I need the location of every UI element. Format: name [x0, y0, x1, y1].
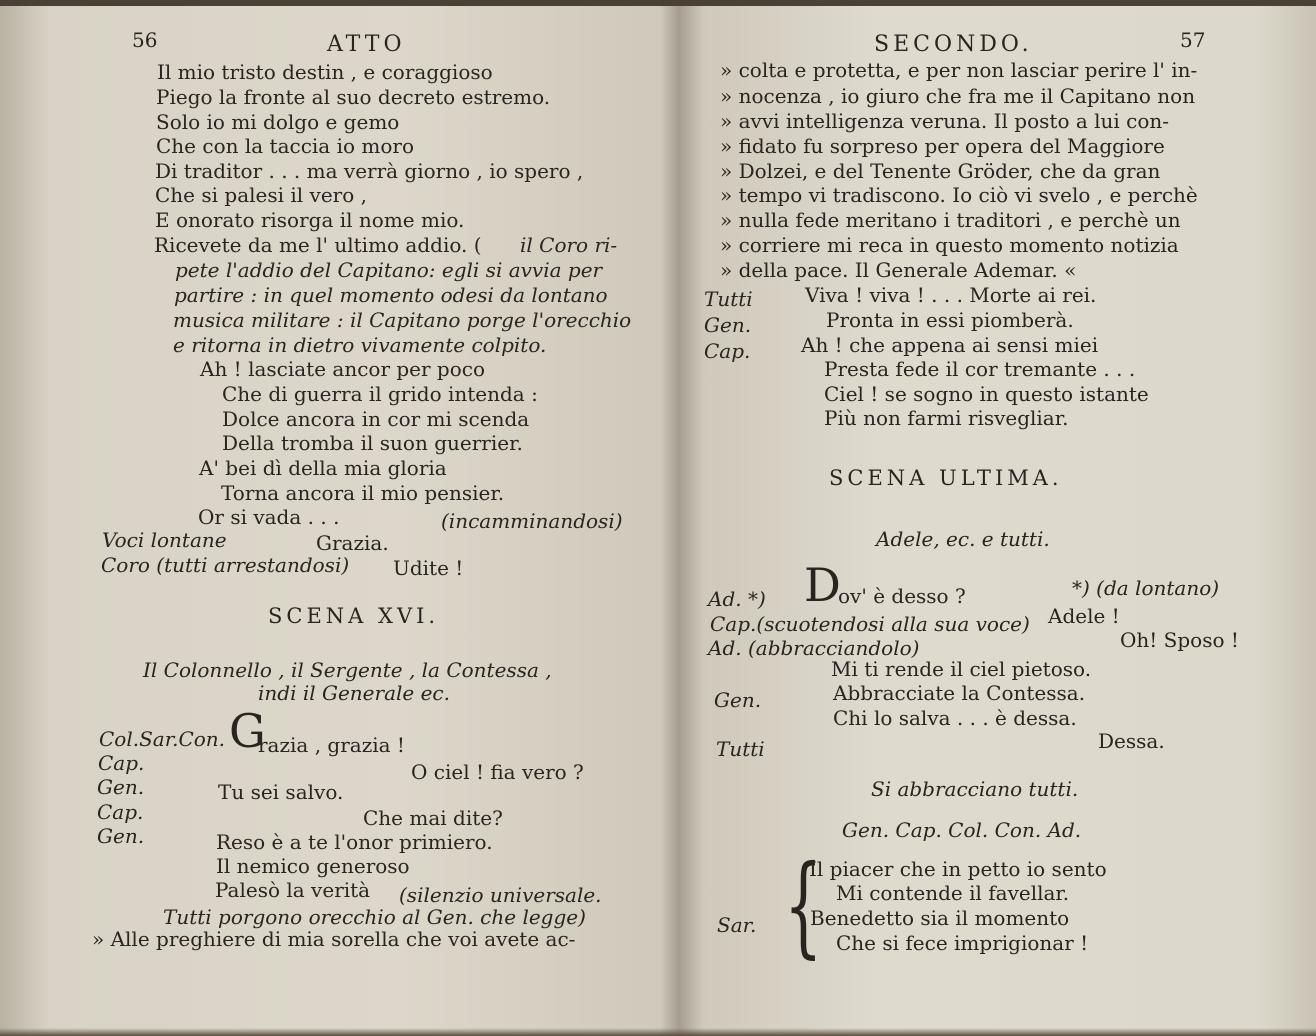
verse-line: Che di guerra il grido intenda :: [222, 382, 538, 406]
speaker-label: Col.Sar.Con.: [99, 727, 226, 751]
stage-direction: partire : in quel momento odesi da lontano: [174, 283, 608, 307]
verse-line: Di traditor . . . ma verrà giorno , io spero ,: [155, 159, 584, 183]
drop-capital: G: [229, 704, 266, 758]
speaker-label: Gen.: [714, 688, 762, 712]
verse-line: Dolce ancora in cor mi scenda: [222, 407, 530, 431]
stage-direction: musica militare : il Capitano porge l'orecchio: [173, 308, 632, 332]
dialogue-line: Ciel ! se sogno in questo istante: [824, 382, 1149, 406]
running-head: ATTO: [327, 32, 406, 57]
stage-direction: (incamminandosi): [441, 509, 623, 533]
letter-line: » nulla fede meritano i traditori , e perchè un: [720, 208, 1181, 232]
verse-line: Che si palesi il vero ,: [155, 183, 367, 207]
speaker-label: Gen.: [704, 313, 752, 337]
dialogue-line: Tu sei salvo.: [218, 780, 344, 804]
letter-line: » tempo vi tradiscono. Io ciò vi svelo , e perchè: [720, 183, 1198, 207]
stage-direction: e ritorna in dietro vivamente colpito.: [173, 333, 547, 357]
verse-line: Della tromba il suon guerrier.: [222, 431, 523, 455]
letter-line: » colta e protetta, e per non lasciar perire l' in-: [720, 58, 1198, 82]
dialogue-line: Abbracciate la Contessa.: [833, 681, 1086, 705]
speaker-label: Cap.: [704, 339, 751, 363]
verse-line: Or si vada . . .: [198, 505, 340, 529]
running-head: SECONDO.: [874, 32, 1033, 57]
ensemble-cast: Gen. Cap. Col. Con. Ad.: [842, 818, 1082, 842]
letter-line: » fidato fu sorpreso per opera del Maggiore: [720, 134, 1165, 158]
dialogue-line: Più non farmi risvegliar.: [824, 406, 1069, 430]
verse-line: Grazia.: [316, 531, 389, 555]
scene-cast: Adele, ec. e tutti.: [876, 527, 1050, 551]
top-edge: [0, 0, 1316, 6]
dialogue-line: Chi lo salva . . . è dessa.: [833, 706, 1077, 730]
dialogue-line: Ah ! che appena ai sensi miei: [801, 333, 1099, 357]
letter-line: » corriere mi reca in questo momento notizia: [720, 233, 1179, 257]
speaker-label: Cap.: [97, 800, 144, 824]
dialogue-line: Reso è a te l'onor primiero.: [216, 830, 493, 854]
dialogue-line: Mi ti rende il ciel pietoso.: [831, 657, 1092, 681]
page-number: 57: [1180, 28, 1206, 52]
verse-line: Palesò la verità: [215, 878, 371, 902]
verse-line: Benedetto sia il momento: [810, 906, 1070, 930]
verse-line: Torna ancora il mio pensier.: [221, 481, 505, 505]
speaker-label: Cap.: [98, 751, 145, 775]
scene-cast: Il Colonnello , il Sergente , la Contessa ,: [143, 658, 552, 682]
speaker-label: Ad. (abbracciandolo): [708, 636, 920, 660]
right-page: [678, 0, 1316, 1036]
stage-direction: il Coro ri-: [520, 233, 618, 257]
verse-line: A' bei dì della mia gloria: [199, 456, 447, 480]
speaker-label: Voci lontane: [102, 528, 227, 552]
stage-direction: Si abbracciano tutti.: [871, 777, 1079, 801]
stage-direction: (silenzio universale.: [399, 883, 602, 907]
verse-line: Il piacer che in petto io sento: [809, 857, 1107, 881]
dialogue-line: Che mai dite?: [363, 806, 503, 830]
page-number: 56: [132, 28, 158, 52]
verse-line: E onorato risorga il nome mio.: [155, 208, 465, 232]
speaker-label: Coro (tutti arrestandosi): [101, 553, 350, 577]
scene-cast: indi il Generale ec.: [258, 681, 450, 705]
prose-line: » Alle preghiere di mia sorella che voi avete ac-: [92, 927, 576, 951]
dialogue-line: Pronta in essi piomberà.: [826, 308, 1074, 332]
verse-line: Che con la taccia io moro: [156, 134, 414, 158]
speaker-label: Ad. *): [708, 587, 766, 611]
letter-line: » Dolzei, e del Tenente Gröder, che da gran: [720, 159, 1161, 183]
verse-line: Che si fece imprigionar !: [836, 931, 1089, 955]
speaker-label: Gen.: [97, 775, 145, 799]
verse-line: Il nemico generoso: [216, 854, 410, 878]
speaker-label: Gen.: [97, 824, 145, 848]
speaker-label: Tutti: [716, 737, 765, 761]
dialogue-line: O ciel ! fia vero ?: [411, 760, 584, 784]
verse-line: Il mio tristo destin , e coraggioso: [157, 60, 493, 84]
dialogue-line: Presta fede il cor tremante . . .: [824, 357, 1136, 381]
verse-line: Ricevete da me l' ultimo addio. (: [154, 233, 482, 257]
bottom-edge: [0, 1028, 1316, 1036]
stage-direction: pete l'addio del Capitano: egli si avvia per: [175, 258, 603, 282]
footnote-marker: *) (da lontano): [1072, 576, 1220, 600]
verse-line: Solo io mi dolgo e gemo: [156, 110, 400, 134]
drop-capital: D: [804, 558, 841, 612]
letter-line: » della pace. Il Generale Ademar. «: [720, 258, 1077, 282]
letter-line: » nocenza , io giuro che fra me il Capitano non: [720, 84, 1196, 108]
dialogue-line: Adele !: [1048, 604, 1120, 628]
verse-line: Piego la fronte al suo decreto estremo.: [156, 85, 551, 109]
stage-direction: Tutti porgono orecchio al Gen. che legge): [163, 905, 586, 929]
scene-title: SCENA XVI.: [268, 604, 440, 628]
dialogue-line: ov' è desso ?: [838, 584, 966, 608]
speaker-label: Cap.(scuotendosi alla sua voce): [710, 612, 1030, 636]
dialogue-line: Oh! Sposo !: [1120, 628, 1239, 652]
scene-title: SCENA ULTIMA.: [829, 466, 1063, 490]
dialogue-line: Viva ! viva ! . . . Morte ai rei.: [805, 283, 1097, 307]
dialogue-line: Dessa.: [1098, 729, 1165, 753]
speaker-label: Sar.: [717, 913, 757, 937]
brace: {: [784, 841, 823, 969]
verse-line: Udite !: [393, 556, 464, 580]
letter-line: » avvi intelligenza veruna. Il posto a lui con-: [720, 109, 1170, 133]
verse-line: Mi contende il favellar.: [836, 881, 1070, 905]
dialogue-line: razia , grazia !: [258, 733, 405, 757]
verse-line: Ah ! lasciate ancor per poco: [200, 357, 486, 381]
speaker-label: Tutti: [704, 287, 753, 311]
